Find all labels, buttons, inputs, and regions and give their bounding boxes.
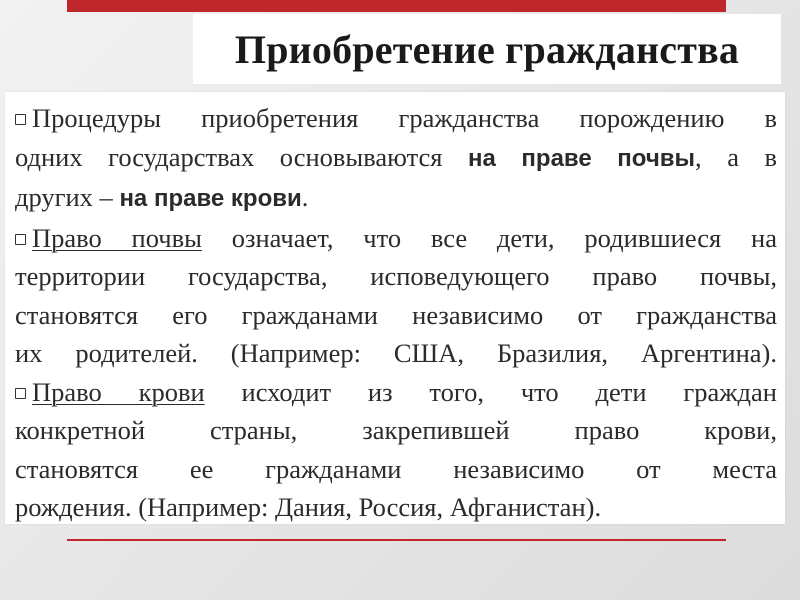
text-line	[15, 334, 777, 373]
line-text: становятся ее гражданами независимо от места	[15, 453, 777, 484]
line-text: рождения. (Например: Дания, Россия, Афганистан).	[15, 492, 602, 522]
text-line	[15, 411, 777, 450]
line-text: означает, что все дети, родившиеся на	[201, 222, 777, 253]
line-text: их родителей. (Например: США, Бразилия, Аргентина).	[15, 338, 777, 368]
line-text: конкретной страны, закрепившей право крови,	[15, 415, 777, 445]
text-line	[15, 178, 777, 219]
line-text: , а в	[695, 141, 778, 172]
text-line	[15, 488, 777, 527]
text-line	[15, 138, 777, 179]
line-text: .	[301, 182, 309, 212]
term-right-of-blood-underlined: Право крови	[32, 376, 205, 407]
bullet-item-right-of-soil	[5, 219, 785, 373]
line-text: исходит из того, что дети граждан	[204, 376, 777, 407]
checkbox-bullet-icon	[15, 388, 26, 399]
line-text: одних государствах основываются	[15, 141, 468, 172]
checkbox-bullet-icon	[15, 234, 26, 245]
text-line	[15, 450, 777, 489]
bottom-accent-line	[67, 539, 726, 541]
bullet-item-soil-blood-intro	[5, 99, 785, 219]
term-right-of-soil: на праве почвы	[467, 144, 696, 172]
text-line	[15, 99, 777, 138]
text-line	[15, 219, 777, 258]
content-box	[5, 92, 785, 524]
line-text: территории государства, исповедующего право почвы,	[15, 261, 777, 291]
slide-title: Приобретение гражданства	[234, 26, 740, 72]
text-line	[15, 257, 777, 296]
term-right-of-blood: на праве крови	[119, 185, 302, 212]
line-text: других –	[15, 182, 120, 212]
bullet-item-right-of-blood	[5, 373, 785, 527]
checkbox-bullet-icon	[15, 114, 26, 125]
title-box	[193, 14, 781, 84]
line-text: становятся его гражданами независимо от гражданства	[15, 299, 777, 330]
term-right-of-soil-underlined: Право почвы	[32, 222, 202, 253]
text-line	[15, 296, 777, 335]
top-accent-bar	[67, 0, 726, 12]
line-text: Процедуры приобретения гражданства порождению в	[32, 103, 777, 133]
text-line	[15, 373, 777, 412]
bullet-list	[5, 99, 785, 527]
